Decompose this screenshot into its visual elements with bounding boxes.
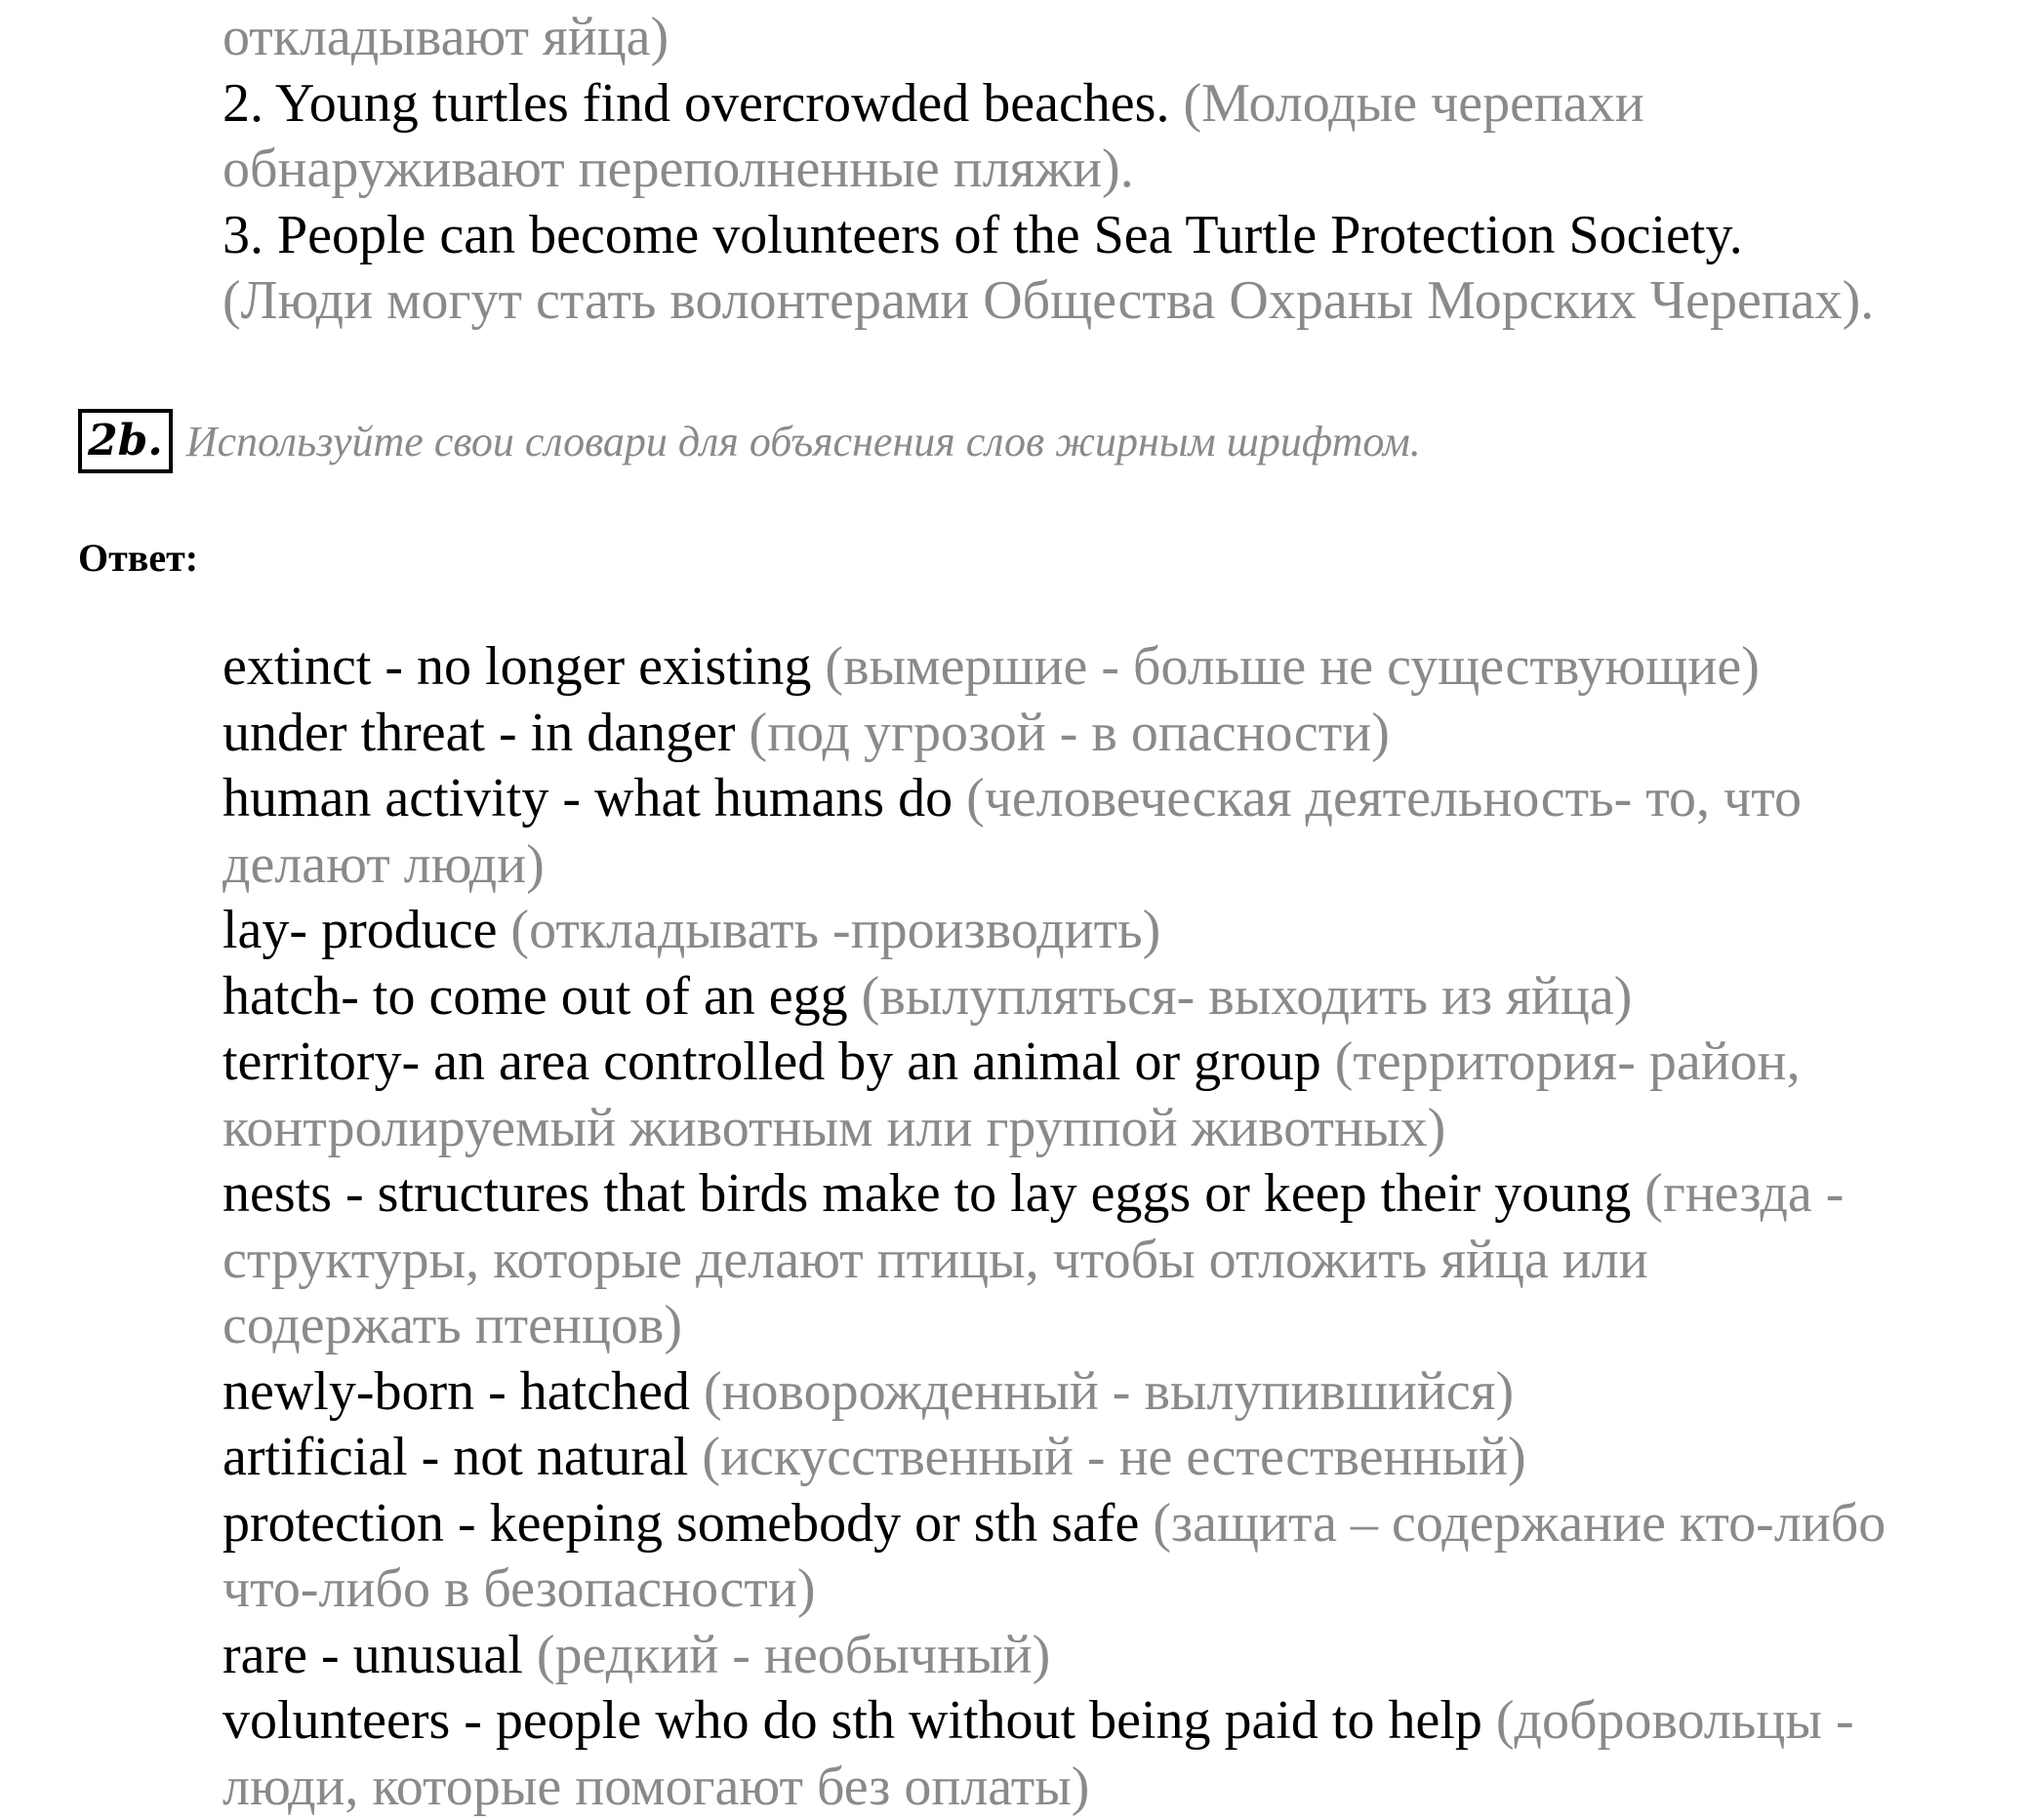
vocabulary-line: [223, 1557, 1979, 1623]
text-line: [223, 71, 1979, 138]
english-definition: human activity - what humans do: [223, 768, 966, 829]
vocabulary-line: [223, 634, 1979, 701]
english-definition: hatch- to come out of an egg: [223, 966, 862, 1027]
english-definition: extinct - no longer existing: [223, 636, 825, 697]
russian-translation: контролируемый животным или группой животных): [223, 1098, 1445, 1158]
previous-answers: [223, 5, 1979, 335]
english-definition: artificial - not natural: [223, 1427, 702, 1487]
vocabulary-line: [223, 1491, 1979, 1557]
vocabulary-line: [223, 832, 1979, 899]
vocabulary-line: [223, 1030, 1979, 1096]
english-definition: nests - structures that birds make to lay eggs or keep their young: [223, 1163, 1644, 1224]
vocabulary-answers: [223, 634, 1979, 1820]
text-line: [223, 5, 1979, 71]
task-header: [78, 408, 1421, 474]
russian-translation: (вылупляться- выходить из яйца): [862, 966, 1633, 1027]
russian-translation: (под угрозой - в опасности): [750, 703, 1390, 763]
vocabulary-line: [223, 1293, 1979, 1359]
text-line: [223, 203, 1979, 269]
vocabulary-line: [223, 766, 1979, 832]
english-definition: rare - unusual: [223, 1625, 537, 1685]
vocabulary-line: [223, 898, 1979, 964]
russian-translation: (добровольцы -: [1496, 1690, 1854, 1751]
english-definition: territory- an area controlled by an animal or group: [223, 1031, 1335, 1092]
english-text: 3. People can become volunteers of the Sea Turtle Protection Society.: [223, 205, 1743, 265]
russian-translation: (вымершие - больше не существующие): [825, 636, 1759, 697]
russian-translation: люди, которые помогают без оплаты): [223, 1757, 1089, 1817]
russian-translation: содержать птенцов): [223, 1295, 682, 1355]
russian-translation: (новорожденный - вылупившийся): [704, 1361, 1514, 1422]
vocabulary-line: [223, 1755, 1979, 1820]
answer-label: Ответ:: [78, 535, 198, 581]
vocabulary-line: [223, 1688, 1979, 1755]
text-line: [223, 268, 1979, 335]
english-definition: newly-born - hatched: [223, 1361, 704, 1422]
russian-translation: (защита – содержание кто-либо: [1153, 1493, 1885, 1554]
russian-translation: (человеческая деятельность- то, что: [966, 768, 1802, 829]
russian-translation: структуры, которые делают птицы, чтобы отложить яйца или: [223, 1230, 1648, 1290]
task-number-badge: 2b.: [78, 409, 173, 473]
russian-translation: (Люди могут стать волонтерами Общества Охраны Морских Черепах).: [223, 270, 1874, 331]
english-definition: under threat - in danger: [223, 703, 750, 763]
russian-translation: (Молодые черепахи: [1183, 73, 1643, 134]
russian-translation: делают люди): [223, 834, 545, 895]
english-definition: lay- produce: [223, 900, 510, 960]
russian-translation: обнаруживают переполненные пляжи).: [223, 139, 1134, 199]
text-line: [223, 137, 1979, 203]
russian-translation: (гнезда -: [1644, 1163, 1844, 1224]
russian-translation: (откладывать -производить): [510, 900, 1160, 960]
vocabulary-line: [223, 1623, 1979, 1689]
russian-translation: откладывают яйца): [223, 7, 669, 67]
vocabulary-line: [223, 1161, 1979, 1228]
vocabulary-line: [223, 1096, 1979, 1162]
russian-translation: что-либо в безопасности): [223, 1558, 815, 1619]
english-text: 2. Young turtles find overcrowded beaches.: [223, 73, 1183, 134]
english-definition: protection - keeping somebody or sth safe: [223, 1493, 1153, 1554]
vocabulary-line: [223, 1228, 1979, 1294]
vocabulary-line: [223, 964, 1979, 1031]
vocabulary-line: [223, 1359, 1979, 1426]
russian-translation: (искусственный - не естественный): [702, 1427, 1525, 1487]
english-definition: volunteers - people who do sth without being paid to help: [223, 1690, 1496, 1751]
vocabulary-line: [223, 701, 1979, 767]
russian-translation: (территория- район,: [1335, 1031, 1801, 1092]
task-instruction: Используйте свои словари для объяснения слов жирным шрифтом.: [186, 417, 1421, 466]
vocabulary-line: [223, 1425, 1979, 1491]
russian-translation: (редкий - необычный): [537, 1625, 1050, 1685]
